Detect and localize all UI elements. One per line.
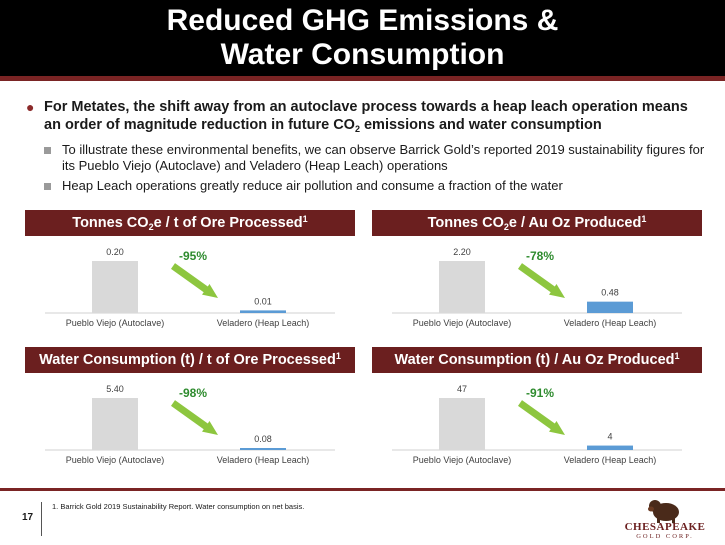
- data-label: 2.20: [453, 247, 471, 257]
- reduction-arrow-icon: [171, 263, 218, 298]
- chart-3-header: [25, 347, 355, 373]
- chart-4-header: [372, 347, 702, 373]
- reduction-percent-label: -91%: [525, 386, 555, 400]
- bullet-list: [26, 98, 706, 194]
- footnote: 1. Barrick Gold 2019 Sustainability Report. Water consumption on net basis.: [52, 502, 305, 511]
- reduction-percent-label: -98%: [178, 386, 208, 400]
- sub-bullet-2: [26, 178, 706, 194]
- slide-title: [0, 0, 725, 76]
- logo-wordmark: CHESAPEAKE: [624, 521, 706, 533]
- chart-1-title-sub: 2: [148, 222, 154, 232]
- data-label: 0.08: [254, 434, 272, 444]
- dog-logo-icon: [610, 497, 720, 523]
- data-label: 0.01: [254, 296, 272, 307]
- category-label: Veladero (Heap Leach): [216, 455, 310, 465]
- chart-4-title: Water Consumption (t) / Au Oz Produced: [394, 352, 675, 368]
- company-logo: [610, 497, 720, 543]
- bullet-dot-icon: ●: [26, 99, 35, 115]
- title-line-1: Reduced GHG Emissions &: [166, 4, 559, 37]
- main-bullet-text-end: emissions and water consumption: [359, 117, 602, 133]
- bullet-square-icon: [44, 147, 51, 154]
- chart-3-footnote-mark: 1: [335, 351, 341, 361]
- main-bullet: [26, 98, 706, 138]
- sub-bullet-2-text: Heap Leach operations greatly reduce air pollution and consume a fraction of the water: [62, 178, 563, 193]
- chart-2-footnote-mark: 1: [641, 214, 647, 224]
- chart-4: [372, 373, 702, 473]
- chart-2-title-end: e / Au Oz Produced: [508, 215, 642, 231]
- main-bullet-text: For Metates, the shift away from an autoclave process towards a heap leach operation means an order of magnitude reduction in future CO: [44, 99, 688, 133]
- data-label: 0.48: [601, 287, 619, 298]
- reduction-arrow-icon: [518, 400, 565, 435]
- title-line-2: Water Consumption: [220, 38, 505, 71]
- bullet-square-icon: [44, 183, 51, 190]
- bar-autoclave: [92, 261, 138, 313]
- chart-2-header: [372, 210, 702, 236]
- reduction-percent-label: -95%: [178, 249, 208, 263]
- data-label: 4: [607, 431, 613, 442]
- chart-2: [372, 236, 702, 336]
- chart-1: [25, 236, 355, 336]
- category-label: Pueblo Viejo (Autoclave): [65, 455, 165, 465]
- category-label: Pueblo Viejo (Autoclave): [65, 318, 165, 328]
- page-number: 17: [22, 512, 34, 523]
- bar-heap-leach: [587, 302, 633, 313]
- chart-1-footnote-mark: 1: [302, 214, 308, 224]
- chart-4-footnote-mark: 1: [674, 351, 680, 361]
- chart-3: [25, 373, 355, 473]
- sub-bullet-1-text: To illustrate these environmental benefits, we can observe Barrick Gold’s reported 2019 sustainability figures for its Pueblo Viejo (Autoclave) and Veladero (Heap Leach) operations: [62, 142, 705, 173]
- footer-accent-line: [0, 488, 725, 491]
- data-label: 5.40: [106, 384, 124, 394]
- data-label: 47: [456, 384, 468, 394]
- reduction-arrow-icon: [518, 263, 565, 298]
- sub-bullet-1: [26, 142, 706, 174]
- chart-1-header: [25, 210, 355, 236]
- bar-autoclave: [439, 398, 485, 450]
- category-label: Veladero (Heap Leach): [563, 318, 657, 328]
- title-accent-line: [0, 76, 725, 81]
- chart-1-title: Tonnes CO: [72, 215, 149, 231]
- bar-heap-leach: [240, 310, 286, 313]
- reduction-percent-label: -78%: [525, 249, 555, 263]
- bar-heap-leach: [240, 448, 286, 450]
- category-label: Veladero (Heap Leach): [216, 318, 310, 328]
- bar-heap-leach: [587, 446, 633, 450]
- reduction-arrow-icon: [171, 400, 218, 435]
- bar-autoclave: [439, 261, 485, 313]
- category-label: Pueblo Viejo (Autoclave): [412, 455, 512, 465]
- footer-separator: [41, 502, 42, 536]
- category-label: Veladero (Heap Leach): [563, 455, 657, 465]
- chart-2-title-sub: 2: [503, 222, 509, 232]
- co2-subscript: 2: [354, 124, 360, 134]
- chart-1-title-end: e / t of Ore Processed: [153, 215, 303, 231]
- bar-autoclave: [92, 398, 138, 450]
- data-label: 0.20: [106, 247, 124, 257]
- category-label: Pueblo Viejo (Autoclave): [412, 318, 512, 328]
- logo-subtitle: GOLD CORP.: [636, 533, 694, 540]
- chart-2-title: Tonnes CO: [427, 215, 504, 231]
- chart-3-title: Water Consumption (t) / t of Ore Processed: [39, 352, 336, 368]
